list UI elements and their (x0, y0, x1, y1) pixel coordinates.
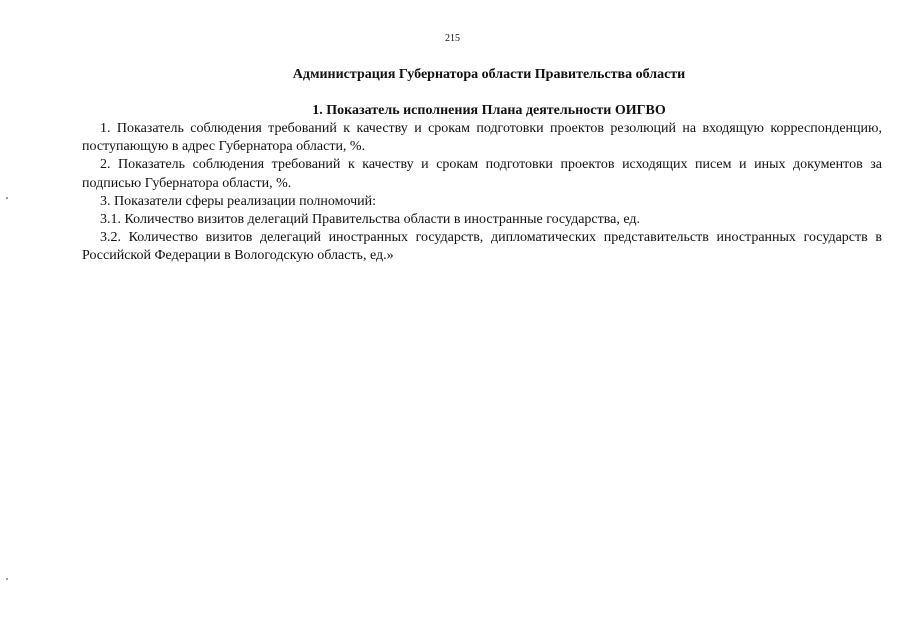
paragraph-3-1: 3.1. Количество визитов делегаций Правительства области в иностранные государства, ед. (100, 212, 641, 228)
document-body (82, 120, 882, 266)
page-number: 215 (445, 33, 460, 44)
paragraph-3: 3. Показатели сферы реализации полномочий: (100, 193, 377, 209)
scan-edge-mark (6, 197, 8, 199)
organization-title: Администрация Губернатора области Правительства области (292, 67, 686, 82)
paragraph-3-2: 3.2. Количество визитов делегаций иностранных государств, дипломатических представительств иностранных государств в Российской Федерации в Вологодскую область, ед.» (82, 230, 882, 264)
paragraph-1: 1. Показатель соблюдения требований к качеству и срокам подготовки проектов резолюций на входящую корреспонденцию, поступающую в адрес Губернатора области, %. (82, 121, 882, 155)
scan-edge-mark (6, 578, 8, 580)
paragraph-2: 2. Показатель соблюдения требований к качеству и срокам подготовки проектов исходящих писем и иных документов за подписью Губернатора области, %. (82, 157, 882, 191)
section-heading: 1. Показатель исполнения Плана деятельности ОИГВО (312, 103, 666, 118)
